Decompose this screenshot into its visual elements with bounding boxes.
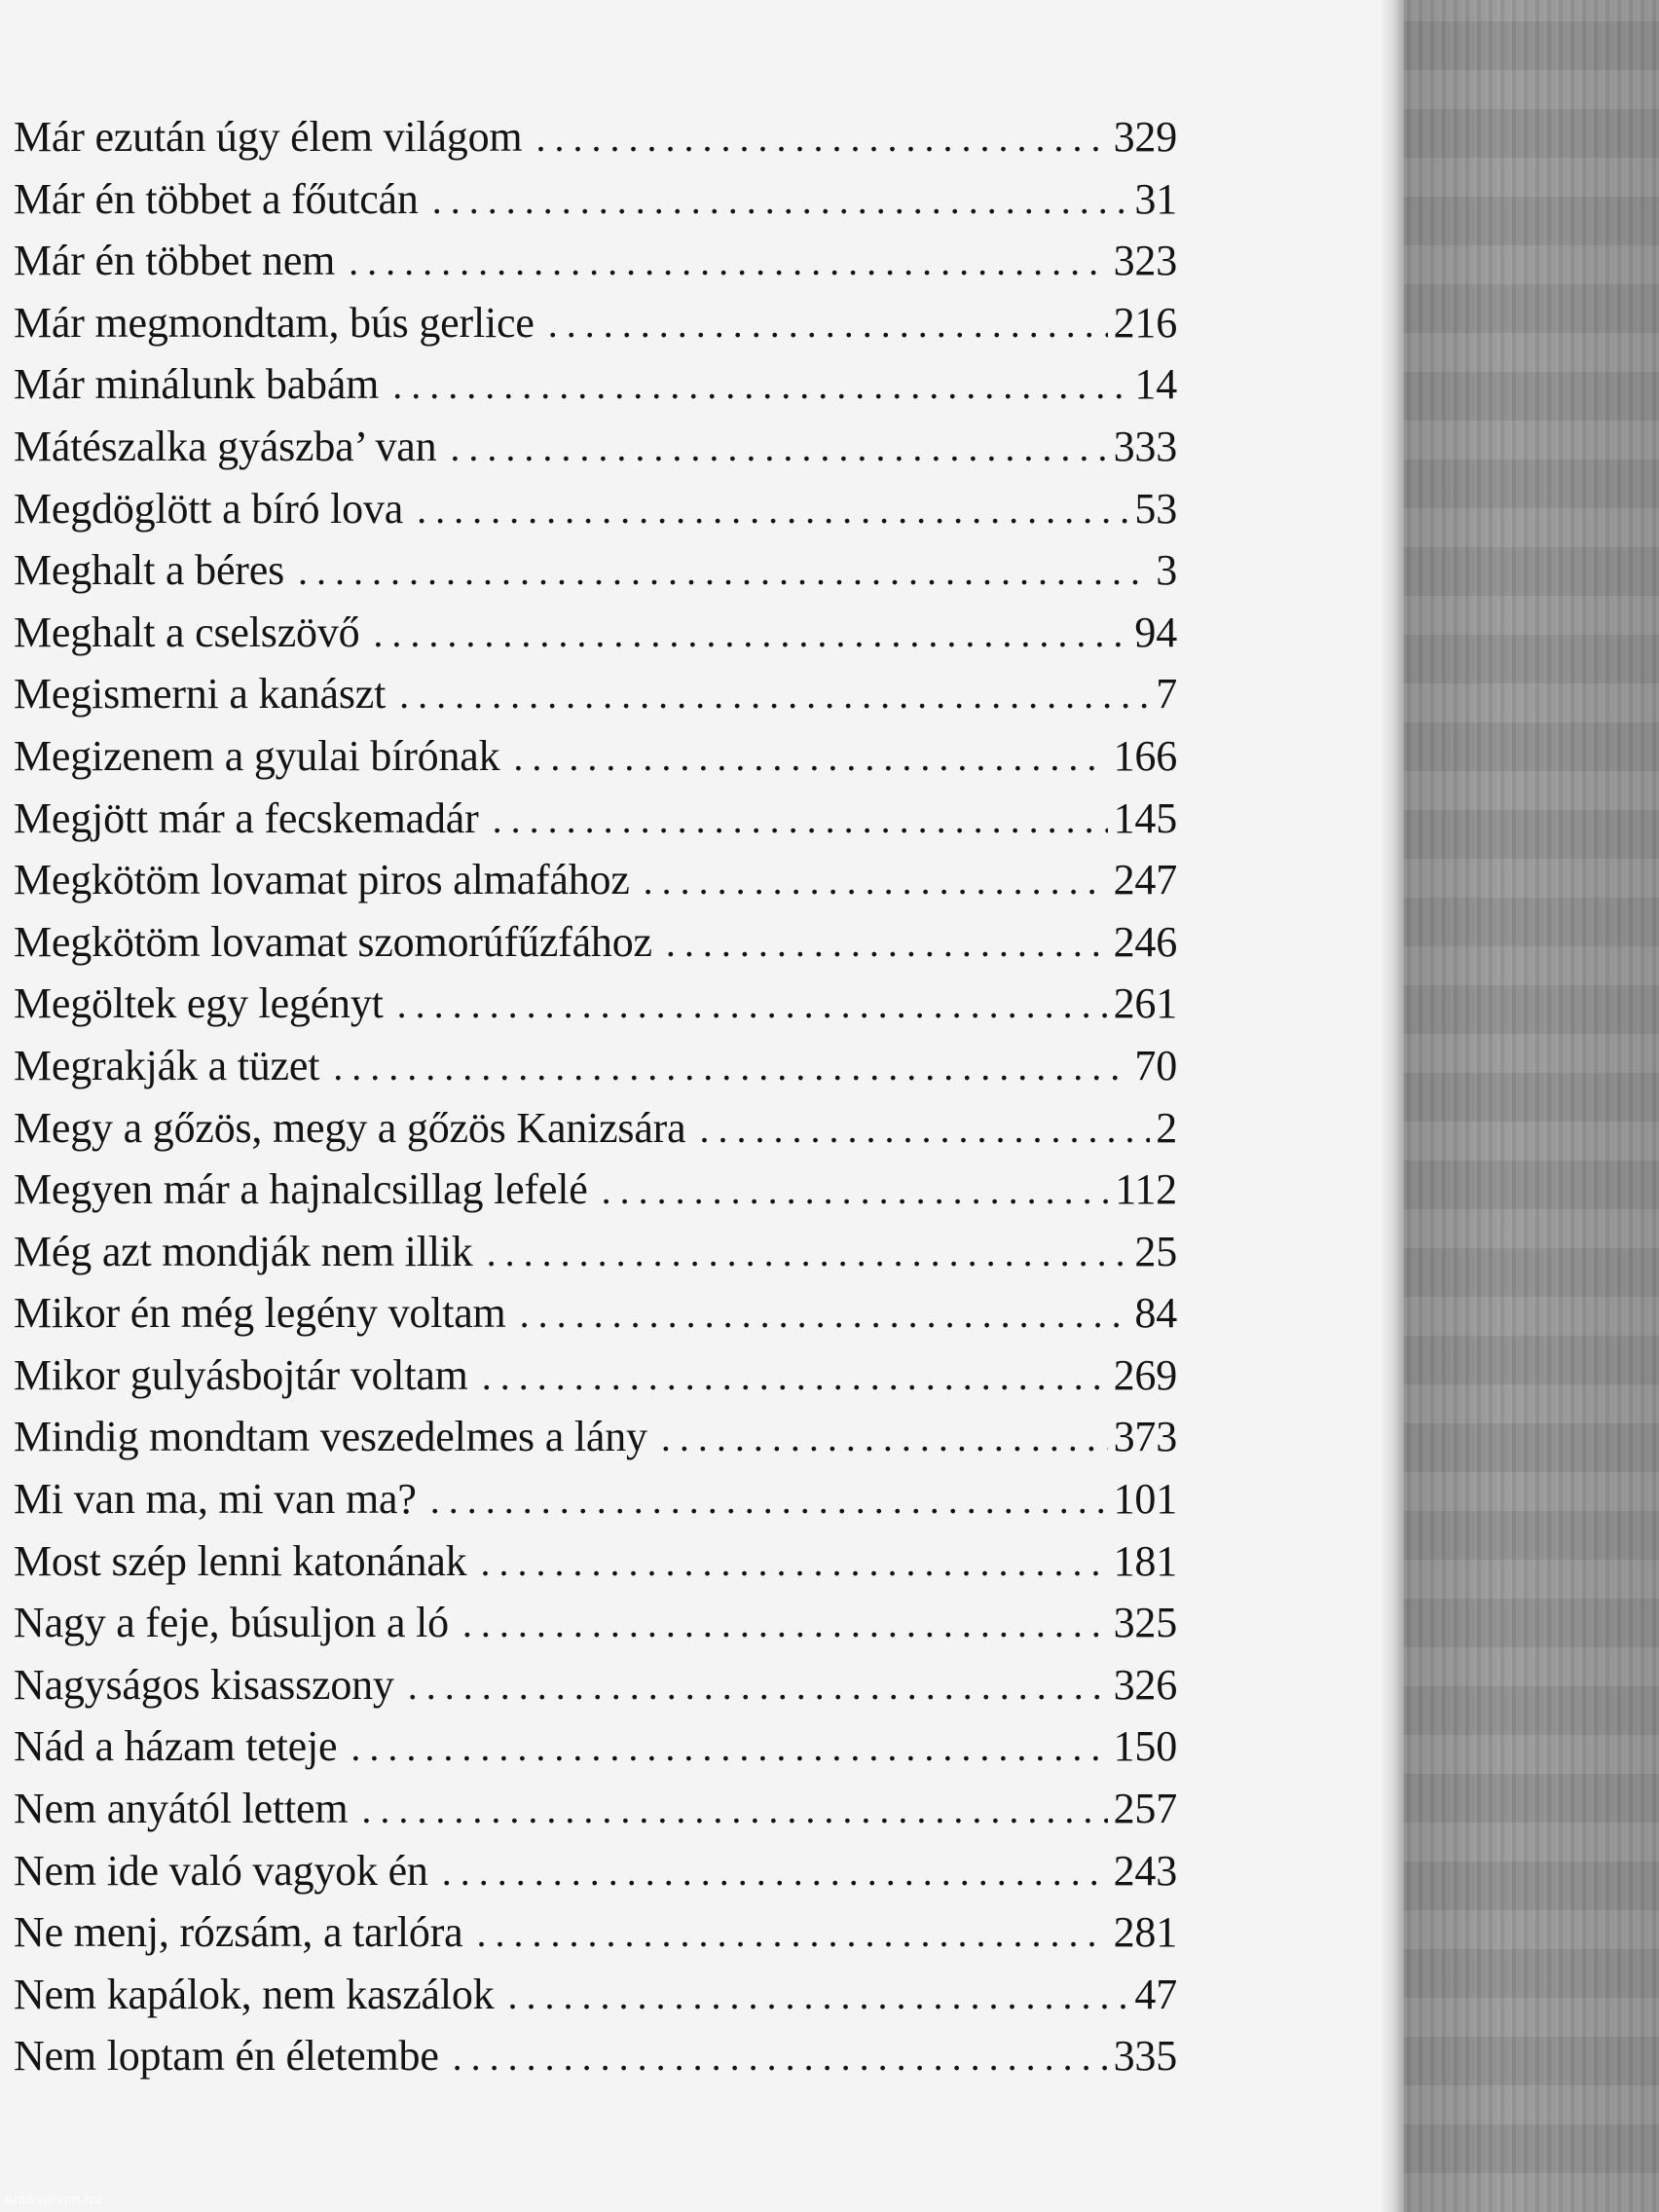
- toc-entry: [14, 1970, 1177, 2032]
- entry-page-number: 216: [1113, 298, 1177, 347]
- entry-page-number: 269: [1113, 1350, 1177, 1399]
- dot-leader: [666, 920, 1108, 966]
- entry-title: Mindig mondtam veszedelmes a lány: [14, 1413, 647, 1461]
- toc-entry: [14, 1350, 1177, 1413]
- entry-title: Mikor gulyásbojtár voltam: [14, 1350, 468, 1399]
- entry-title: Még azt mondják nem illik: [14, 1227, 473, 1275]
- entry-title: Ne menj, rózsám, a tarlóra: [14, 1908, 463, 1957]
- dot-leader: [442, 1849, 1108, 1895]
- toc-entry: [14, 1784, 1177, 1846]
- entry-page-number: 145: [1113, 793, 1177, 842]
- entry-page-number: 247: [1113, 856, 1177, 904]
- entry-page-number: 257: [1113, 1785, 1177, 1833]
- entry-page-number: 101: [1113, 1475, 1177, 1524]
- page-edge: [1381, 0, 1404, 2212]
- entry-title: Mátészalka gyászba’ van: [14, 422, 437, 470]
- entry-page-number: 3: [1156, 546, 1177, 595]
- toc-entry: [14, 978, 1177, 1041]
- toc-entry: [14, 359, 1177, 422]
- entry-page-number: 2: [1156, 1103, 1177, 1152]
- dot-leader: [453, 2034, 1108, 2080]
- entry-page-number: 112: [1115, 1165, 1177, 1214]
- entry-page-number: 14: [1134, 360, 1177, 409]
- dot-leader: [520, 1291, 1129, 1337]
- dot-leader: [430, 1477, 1108, 1523]
- toc-entry: [14, 1474, 1177, 1536]
- entry-title: Már minálunk babám: [14, 360, 380, 409]
- entry-page-number: 47: [1134, 1970, 1177, 2018]
- toc-entry: [14, 112, 1177, 174]
- entry-title: Megy a gőzös, megy a gőzös Kanizsára: [14, 1103, 686, 1152]
- dot-leader: [432, 177, 1129, 223]
- entry-title: Mikor én még legény voltam: [14, 1289, 506, 1338]
- dot-leader: [548, 301, 1108, 347]
- entry-page-number: 243: [1113, 1846, 1177, 1895]
- entry-title: Nád a házam teteje: [14, 1722, 338, 1771]
- toc-entry: [14, 1227, 1177, 1289]
- dot-leader: [399, 672, 1150, 718]
- entry-title: Megrakják a tüzet: [14, 1041, 320, 1089]
- entry-title: Megkötöm lovamat piros almafához: [14, 856, 630, 904]
- dot-leader: [349, 239, 1107, 284]
- dot-leader: [333, 1044, 1128, 1089]
- entry-page-number: 7: [1156, 670, 1177, 719]
- entry-title: Megkötöm lovamat szomorúfűzfához: [14, 917, 652, 966]
- toc-entry: [14, 236, 1177, 298]
- entry-page-number: 84: [1134, 1289, 1177, 1338]
- entry-title: Megjött már a fecskemadár: [14, 793, 479, 842]
- entry-title: Megismerni a kanászt: [14, 670, 387, 719]
- entry-page-number: 335: [1113, 2032, 1177, 2081]
- toc-entry: [14, 1164, 1177, 1227]
- entry-title: Meghalt a cselszövő: [14, 608, 360, 656]
- toc-entry: [14, 1412, 1177, 1474]
- dot-leader: [602, 1167, 1110, 1213]
- toc-entry: [14, 1536, 1177, 1599]
- toc-entry: [14, 1846, 1177, 1908]
- dot-leader: [487, 1230, 1129, 1275]
- entry-page-number: 325: [1113, 1599, 1177, 1647]
- entry-page-number: 373: [1113, 1413, 1177, 1461]
- toc-entry: [14, 1660, 1177, 1722]
- entry-page-number: 94: [1134, 608, 1177, 656]
- entry-page-number: 166: [1113, 731, 1177, 780]
- entry-title: Megyen már a hajnalcsillag lefelé: [14, 1165, 588, 1214]
- entry-title: Nem ide való vagyok én: [14, 1846, 428, 1895]
- toc-entry: [14, 422, 1177, 484]
- toc-entry: [14, 917, 1177, 979]
- table-of-contents: [14, 112, 1177, 2093]
- entry-title: Mi van ma, mi van ma?: [14, 1475, 417, 1524]
- background-surface: [1404, 0, 1659, 2212]
- entry-title: Nagyságos kisasszony: [14, 1660, 394, 1709]
- dot-leader: [535, 115, 1107, 161]
- dot-leader: [493, 796, 1108, 842]
- toc-entry: [14, 731, 1177, 793]
- entry-page-number: 70: [1134, 1041, 1177, 1089]
- toc-entry: [14, 545, 1177, 608]
- toc-entry: [14, 174, 1177, 237]
- entry-title: Már én többet nem: [14, 237, 336, 285]
- entry-page-number: 323: [1113, 237, 1177, 285]
- dot-leader: [373, 610, 1128, 656]
- toc-entry: [14, 1288, 1177, 1350]
- entry-title: Meghalt a béres: [14, 546, 284, 595]
- entry-page-number: 333: [1113, 422, 1177, 470]
- entry-title: Már én többet a főutcán: [14, 174, 419, 223]
- entry-page-number: 53: [1134, 484, 1177, 533]
- toc-entry: [14, 793, 1177, 856]
- entry-title: Nagy a feje, búsuljon a ló: [14, 1599, 449, 1647]
- dot-leader: [392, 362, 1128, 408]
- dot-leader: [417, 487, 1128, 533]
- entry-page-number: 25: [1134, 1227, 1177, 1275]
- dot-leader: [462, 1601, 1108, 1646]
- dot-leader: [408, 1663, 1108, 1709]
- toc-entry: [14, 298, 1177, 360]
- toc-entry: [14, 1103, 1177, 1165]
- entry-title: Nem loptam én életembe: [14, 2032, 439, 2081]
- entry-title: Már megmondtam, bús gerlice: [14, 298, 535, 347]
- dot-leader: [644, 858, 1108, 903]
- toc-entry: [14, 855, 1177, 917]
- entry-page-number: 150: [1113, 1722, 1177, 1771]
- dot-leader: [397, 981, 1108, 1027]
- entry-title: Megdöglött a bíró lova: [14, 484, 404, 533]
- dot-leader: [350, 1724, 1107, 1770]
- dot-leader: [661, 1415, 1108, 1460]
- toc-entry: [14, 669, 1177, 731]
- dot-leader: [361, 1787, 1107, 1832]
- toc-entry: [14, 608, 1177, 670]
- entry-page-number: 281: [1113, 1908, 1177, 1957]
- entry-page-number: 261: [1113, 979, 1177, 1028]
- dot-leader: [476, 1910, 1107, 1956]
- toc-entry: [14, 1721, 1177, 1784]
- entry-page-number: 329: [1113, 113, 1177, 161]
- dot-leader: [450, 424, 1107, 470]
- entry-title: Megöltek egy legényt: [14, 979, 384, 1028]
- dot-leader: [508, 1972, 1129, 2018]
- entry-page-number: 181: [1113, 1536, 1177, 1585]
- dot-leader: [513, 734, 1107, 780]
- toc-entry: [14, 1041, 1177, 1103]
- dot-leader: [480, 1539, 1107, 1585]
- dot-leader: [298, 548, 1150, 594]
- entry-title: Nem anyától lettem: [14, 1785, 349, 1833]
- toc-entry: [14, 484, 1177, 546]
- dot-leader: [699, 1106, 1150, 1152]
- entry-title: Megizenem a gyulai bírónak: [14, 731, 500, 780]
- toc-entry: [14, 1907, 1177, 1970]
- entry-page-number: 31: [1134, 174, 1177, 223]
- toc-entry: [14, 1598, 1177, 1660]
- entry-page-number: 246: [1113, 917, 1177, 966]
- entry-title: Nem kapálok, nem kaszálok: [14, 1970, 495, 2018]
- entry-title: Most szép lenni katonának: [14, 1536, 467, 1585]
- watermark: Antikvárium.hu: [4, 2192, 101, 2208]
- toc-entry: [14, 2031, 1177, 2093]
- entry-page-number: 326: [1113, 1660, 1177, 1709]
- dot-leader: [482, 1353, 1108, 1399]
- entry-title: Már ezután úgy élem világom: [14, 113, 523, 161]
